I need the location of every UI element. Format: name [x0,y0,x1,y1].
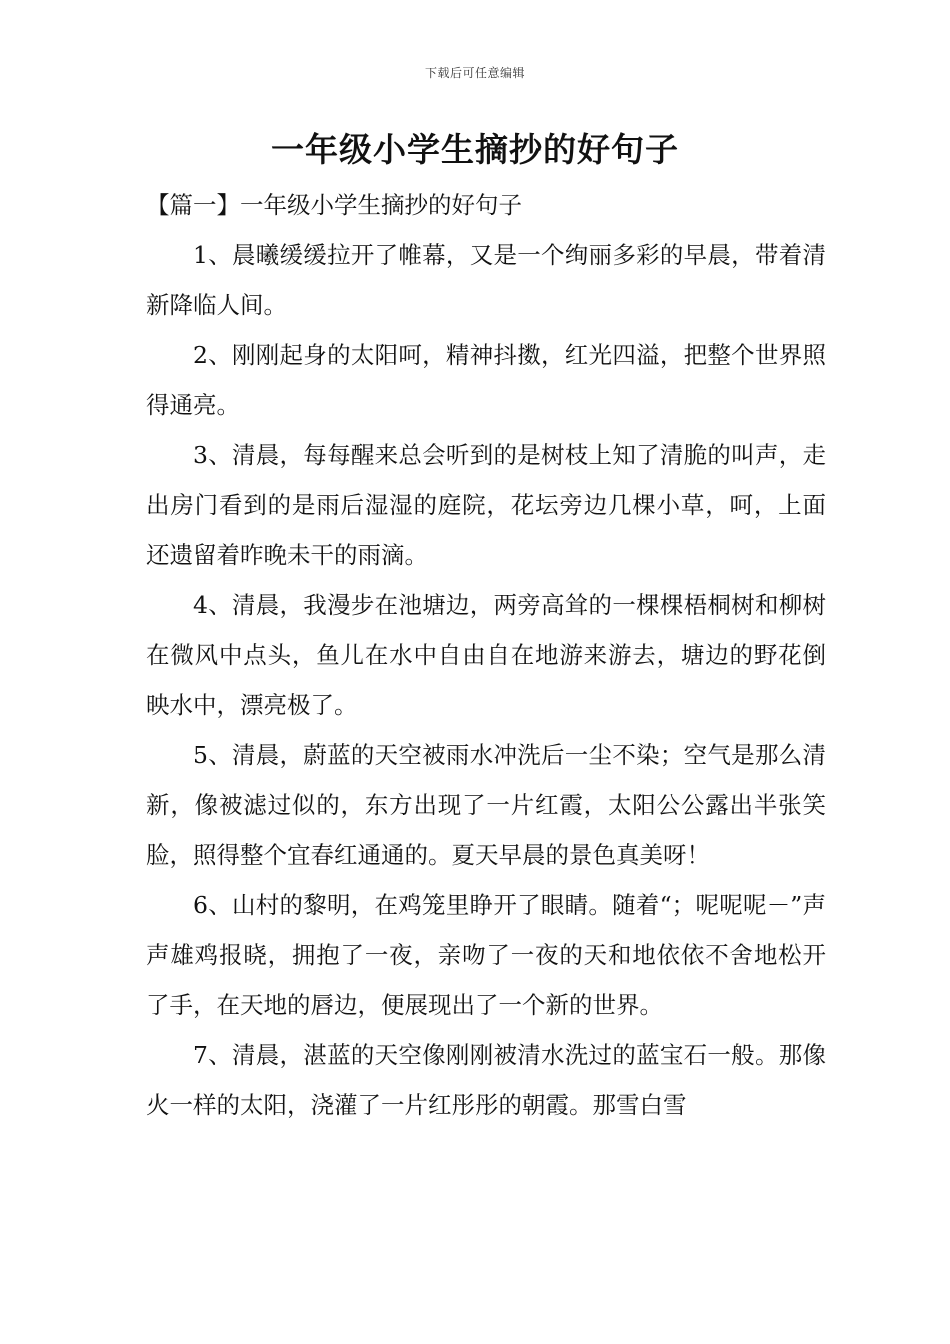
document-body [146,180,826,1130]
paragraph-1: 1、晨曦缓缓拉开了帷幕，又是一个绚丽多彩的早晨，带着清新降临人间。 [146,241,826,319]
paragraph-6: 6、山村的黎明，在鸡笼里睁开了眼睛。随着“；呢呢呢－”声声雄鸡报晓，拥抱了一夜，亲吻了一夜的天和地依依不舍地松开了手，在天地的唇边，便展现出了一个新的世界。 [146,891,826,1019]
document-title: 一年级小学生摘抄的好句子 [271,130,679,169]
paragraph-2: 2、刚刚起身的太阳呵，精神抖擞，红光四溢，把整个世界照得通亮。 [146,341,826,419]
header-note: 下载后可任意编辑 [424,66,525,80]
paragraph-7: 7、清晨，湛蓝的天空像刚刚被清水洗过的蓝宝石一般。那像火一样的太阳，浇灌了一片红彤彤的朝霞。那雪白雪 [146,1041,826,1119]
paragraph-4: 4、清晨，我漫步在池塘边，两旁高耸的一棵棵梧桐树和柳树在微风中点头，鱼儿在水中自由自在地游来游去，塘边的野花倒映水中，漂亮极了。 [146,591,826,719]
section-heading: 【篇一】一年级小学生摘抄的好句子 [146,191,522,219]
paragraph-5: 5、清晨，蔚蓝的天空被雨水冲洗后一尘不染；空气是那么清新，像被滤过似的，东方出现了一片红霞，太阳公公露出半张笑脸，照得整个宜春红通通的。夏天早晨的景色真美呀！ [146,741,826,869]
paragraph-3: 3、清晨，每每醒来总会听到的是树枝上知了清脆的叫声，走出房门看到的是雨后湿湿的庭院，花坛旁边几棵小草，呵，上面还遗留着昨晚未干的雨滴。 [146,441,826,569]
